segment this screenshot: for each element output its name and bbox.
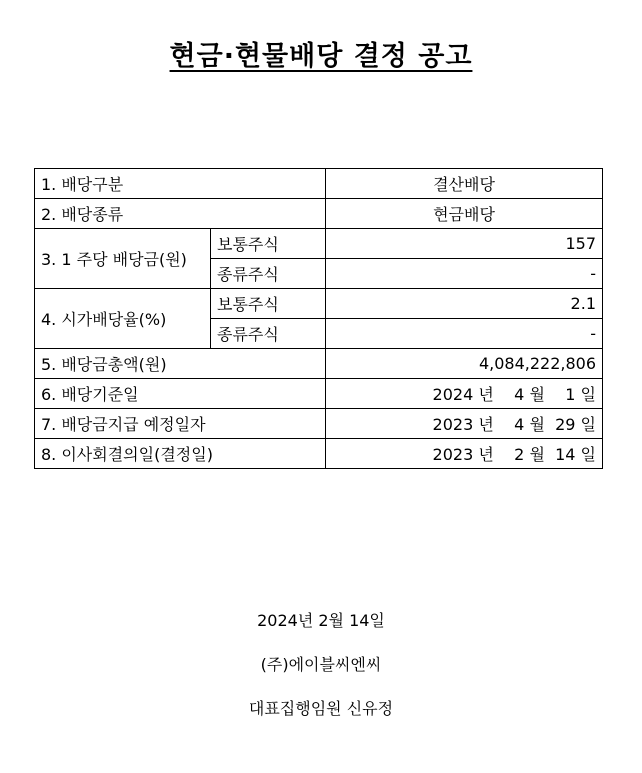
- record-date-label: 6. 배당기준일: [35, 379, 326, 409]
- announcement-date: 2024년 2월 14일: [257, 611, 385, 630]
- common-stock-label: 보통주식: [211, 229, 326, 259]
- table-row: [35, 169, 603, 199]
- record-date-value: 2024 년 4 월 1 일: [326, 379, 603, 409]
- common-stock-label: 보통주식: [211, 289, 326, 319]
- preferred-stock-yield-value: -: [326, 319, 603, 349]
- total-dividend-label: 5. 배당금총액(원): [35, 349, 326, 379]
- preferred-stock-label: 종류주식: [211, 259, 326, 289]
- dividend-kind-label: 2. 배당종류: [35, 199, 326, 229]
- preferred-stock-label: 종류주식: [211, 319, 326, 349]
- table-row: [35, 379, 603, 409]
- table-row: [35, 409, 603, 439]
- table-row: [35, 229, 603, 259]
- dividend-type-label: 1. 배당구분: [35, 169, 326, 199]
- dividend-per-share-label: 3. 1 주당 배당금(원): [35, 229, 211, 289]
- dividend-type-value: 결산배당: [326, 169, 603, 199]
- total-dividend-value: 4,084,222,806: [326, 349, 603, 379]
- dividend-kind-value: 현금배당: [326, 199, 603, 229]
- yield-label: 4. 시가배당율(%): [35, 289, 211, 349]
- table-row: [35, 439, 603, 469]
- common-stock-dividend-value: 157: [326, 229, 603, 259]
- table-row: [35, 349, 603, 379]
- payment-date-label: 7. 배당금지급 예정일자: [35, 409, 326, 439]
- preferred-stock-dividend-value: -: [326, 259, 603, 289]
- board-resolution-date-value: 2023 년 2 월 14 일: [326, 439, 603, 469]
- board-resolution-date-label: 8. 이사회결의일(결정일): [35, 439, 326, 469]
- payment-date-value: 2023 년 4 월 29 일: [326, 409, 603, 439]
- table-row: [35, 289, 603, 319]
- company-name: (주)에이블씨엔씨: [260, 655, 382, 674]
- page-title: 현금·현물배당 결정 공고: [169, 41, 473, 72]
- representative-name: 대표집행임원 신유정: [248, 699, 394, 718]
- common-stock-yield-value: 2.1: [326, 289, 603, 319]
- table-row: [35, 199, 603, 229]
- dividend-table: [34, 168, 603, 469]
